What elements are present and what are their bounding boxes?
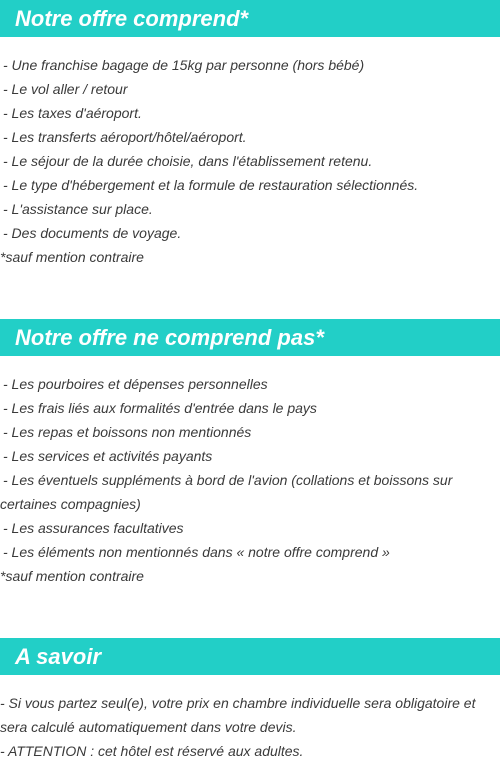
list-item: - Si vous partez seul(e), votre prix en chambre individuelle sera obligatoire et xyxy=(0,695,476,711)
list-item: - Les services et activités payants xyxy=(3,448,213,464)
footnote: *sauf mention contraire xyxy=(0,249,144,265)
list-item: - Une franchise bagage de 15kg par personne (hors bébé) xyxy=(3,57,365,73)
list-offre-comprend xyxy=(0,53,500,269)
list-offre-ne-comprend-pas xyxy=(0,372,500,588)
list-item: - Les transferts aéroport/hôtel/aéroport. xyxy=(3,129,247,145)
list-item: - Les éléments non mentionnés dans « notre offre comprend » xyxy=(3,544,390,560)
list-item: - Les pourboires et dépenses personnelles xyxy=(3,376,268,392)
list-item: - Les frais liés aux formalités d'entrée dans le pays xyxy=(3,400,317,416)
list-item: - Les taxes d'aéroport. xyxy=(3,105,142,121)
list-item: - Le type d'hébergement et la formule de restauration sélectionnés. xyxy=(3,177,419,193)
list-item: - Les assurances facultatives xyxy=(3,520,184,536)
list-item: - Les repas et boissons non mentionnés xyxy=(3,424,252,440)
list-item-continuation: certaines compagnies) xyxy=(0,496,141,512)
list-a-savoir xyxy=(0,691,500,763)
list-item: - ATTENTION : cet hôtel est réservé aux adultes. xyxy=(0,743,304,759)
section-header-offre-ne-comprend-pas: Notre offre ne comprend pas* xyxy=(0,319,500,356)
footnote: *sauf mention contraire xyxy=(0,568,144,584)
section-header-a-savoir: A savoir xyxy=(0,638,500,675)
list-item-continuation: sera calculé automatiquement dans votre devis. xyxy=(0,719,297,735)
list-item: - Des documents de voyage. xyxy=(3,225,182,241)
list-item: - Les éventuels suppléments à bord de l'avion (collations et boissons sur xyxy=(3,472,453,488)
section-header-offre-comprend: Notre offre comprend* xyxy=(0,0,500,37)
list-item: - L'assistance sur place. xyxy=(3,201,153,217)
list-item: - Le vol aller / retour xyxy=(3,81,128,97)
list-item: - Le séjour de la durée choisie, dans l'établissement retenu. xyxy=(3,153,373,169)
